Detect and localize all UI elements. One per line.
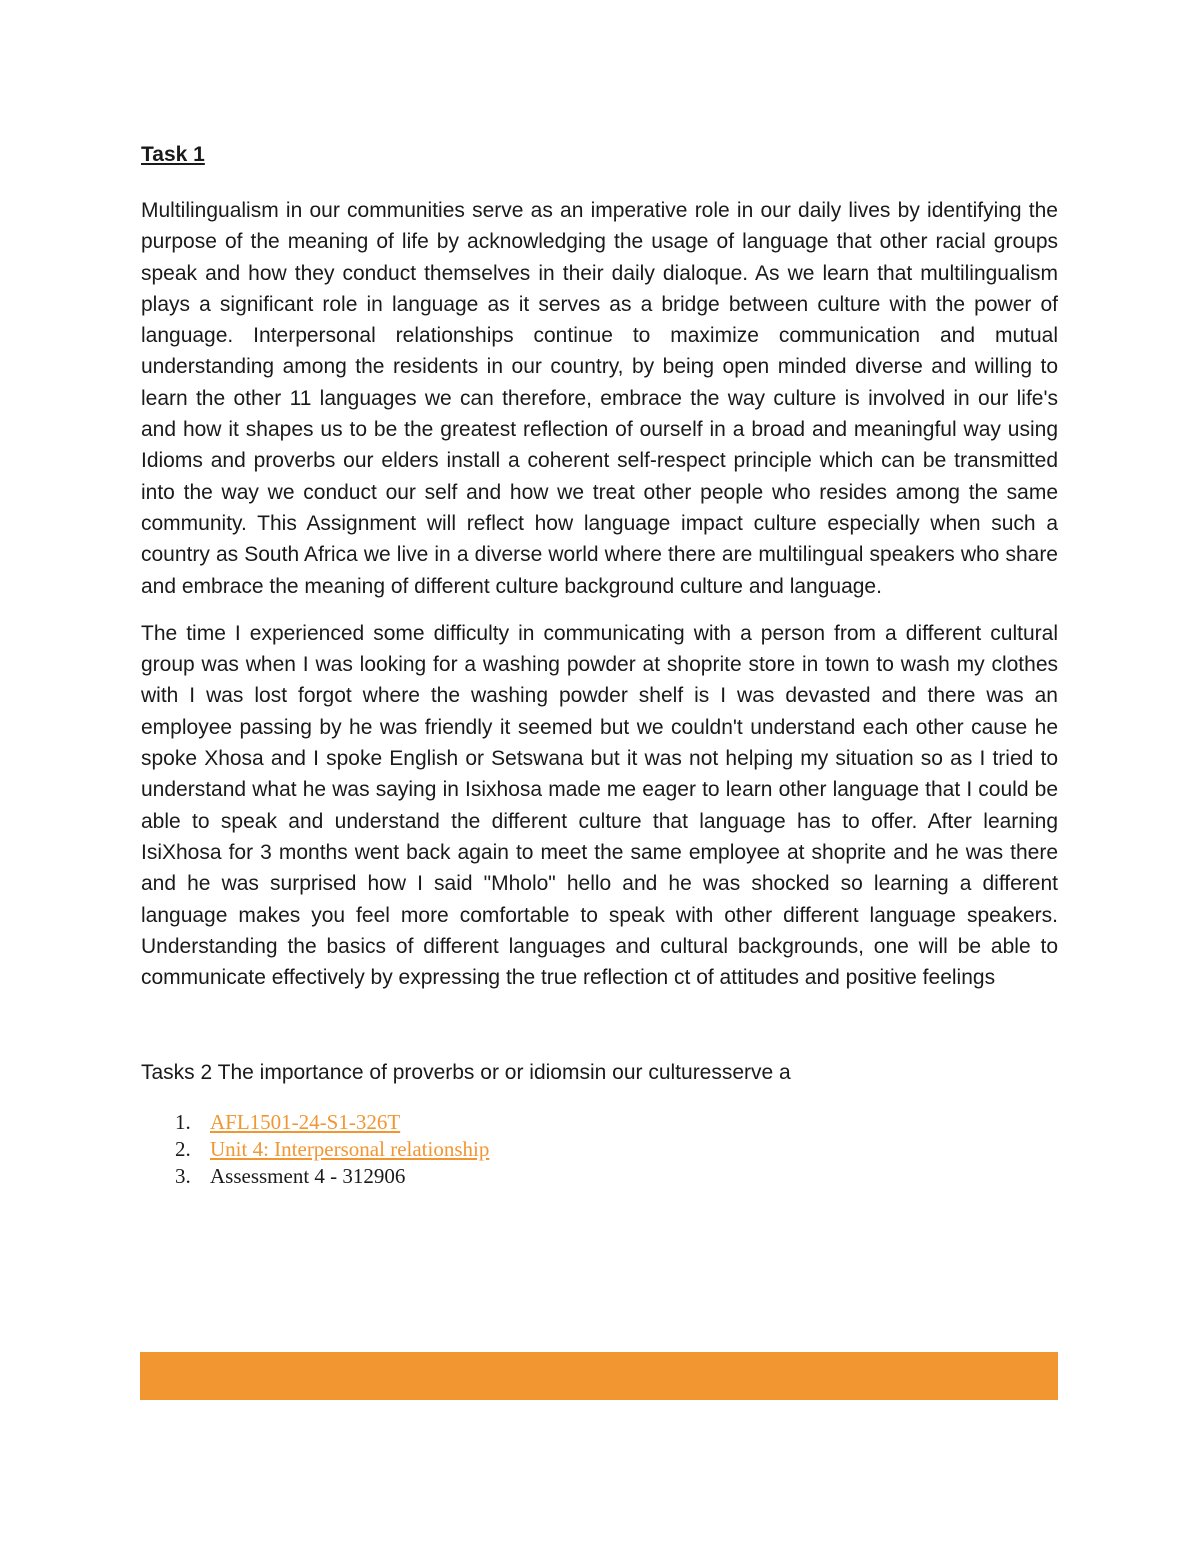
- list-item: [141, 1163, 1058, 1190]
- assessment-label: Assessment 4 - 312906: [210, 1164, 406, 1189]
- list-number: 2.: [175, 1137, 191, 1162]
- unit-link[interactable]: Unit 4: Interpersonal relationship: [210, 1137, 490, 1162]
- list-item[interactable]: [141, 1136, 1058, 1163]
- orange-banner-bar: [140, 1352, 1058, 1400]
- list-number: 3.: [175, 1164, 191, 1189]
- document-body: [141, 140, 1058, 1190]
- task-2-line: Tasks 2 The importance of proverbs or or idiomsin our culturesserve a: [141, 1061, 791, 1085]
- course-code-link[interactable]: AFL1501-24-S1-326T: [210, 1110, 401, 1135]
- list-number: 1.: [175, 1110, 191, 1135]
- reference-list: [141, 1109, 1058, 1190]
- paragraph-multilingualism: Multilingualism in our communities serve as an imperative role in our daily lives by identifying the purpose of the meaning of life by acknowledging the usage of language that other racial groups speak and how they conduct themselves in their daily dialoque. As we learn that multilingualism plays a significant role in language as it serves as a bridge between culture with the power of language. Interpersonal relationships continue to maximize communication and mutual understanding among the residents in our country, by being open minded diverse and willing to learn the other 11 languages we can therefore, embrace the way culture is involved in our life's and how it shapes us to be the greatest reflection of ourself in a broad and meaningful way using Idioms and proverbs our elders install a coherent self-respect principle which can be transmitted into the way we conduct our self and how we treat other people who resides among the same community. This Assignment will reflect how language impact culture especially when such a country as South Africa we live in a diverse world where there are multilingual speakers who share and embrace the meaning of different culture background culture and language.: [141, 199, 1058, 598]
- paragraph-experience: The time I experienced some difficulty in communicating with a person from a different cultural group was when I was looking for a washing powder at shoprite store in town to wash my clothes with I was lost forgot where the washing powder shelf is I was devasted and there was an employee passing by he was friendly it seemed but we couldn't understand each other cause he spoke Xhosa and I spoke English or Setswana but it was not helping my situation so as I tried to understand what he was saying in Isixhosa made me eager to learn other language that I could be able to speak and understand the different culture that language has to offer. After learning IsiXhosa for 3 months went back again to meet the same employee at shoprite and he was there and he was surprised how I said "Mholo" hello and he was shocked so learning a different language makes you feel more comfortable to speak with other different language speakers. Understanding the basics of different languages and cultural backgrounds, one will be able to communicate effectively by expressing the true reflection ct of attitudes and positive feelings: [141, 621, 1058, 990]
- list-item[interactable]: [141, 1109, 1058, 1136]
- task-1-heading: Task 1: [141, 143, 205, 166]
